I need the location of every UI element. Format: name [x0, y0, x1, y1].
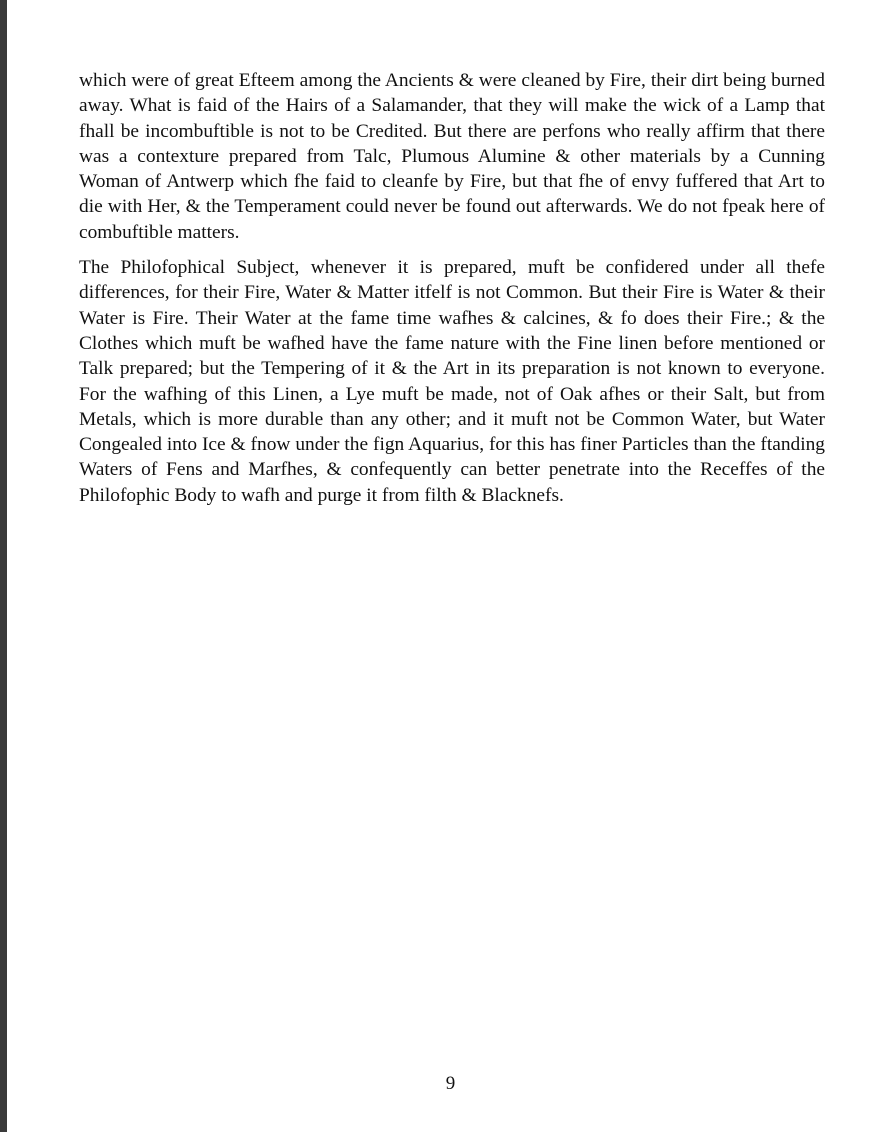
viewer-left-edge	[0, 0, 7, 1132]
document-page	[7, 0, 894, 1132]
body-text	[79, 68, 825, 518]
paragraph-1: which were of great Efteem among the Ancients & were cleaned by Fire, their dirt being burned away. What is faid of the Hairs of a Salamander, that they will make the wick of a Lamp that fhall be incombuftible is not to be Credited. But there are perfons who really affirm that there was a contexture prepared from Talc, Plumous Alumine & other materials by a Cunning Woman of Antwerp which fhe faid to cleanfe by Fire, but that fhe of envy fuffered that Art to die with Her, & the Temperament could never be found out afterwards. We do not fpeak here of combuftible matters.	[79, 70, 825, 243]
paragraph-2: The Philofophical Subject, whenever it is prepared, muft be confidered under all thefe differences, for their Fire, Water & Matter itfelf is not Common. But their Fire is Water & their Water is Fire. Their Water at the fame time wafhes & calcines, & fo does their Fire.; & the Clothes which muft be wafhed have the fame nature with the Fine linen before mentioned or Talk prepared; but the Tempering of it & the Art in its preparation is not known to everyone. For the wafhing of this Linen, a Lye muft be made, not of Oak afhes or their Salt, but from Metals, which is more durable than any other; and it muft not be Common Water, but Water Congealed into Ice & fnow under the fign Aquarius, for this has finer Particles than the ftanding Waters of Fens and Marfhes, & confequently can better penetrate into the Receffes of the Philofophic Body to wafh and purge it from filth & Blacknefs.	[79, 257, 825, 506]
page-number: 9	[445, 1073, 456, 1094]
